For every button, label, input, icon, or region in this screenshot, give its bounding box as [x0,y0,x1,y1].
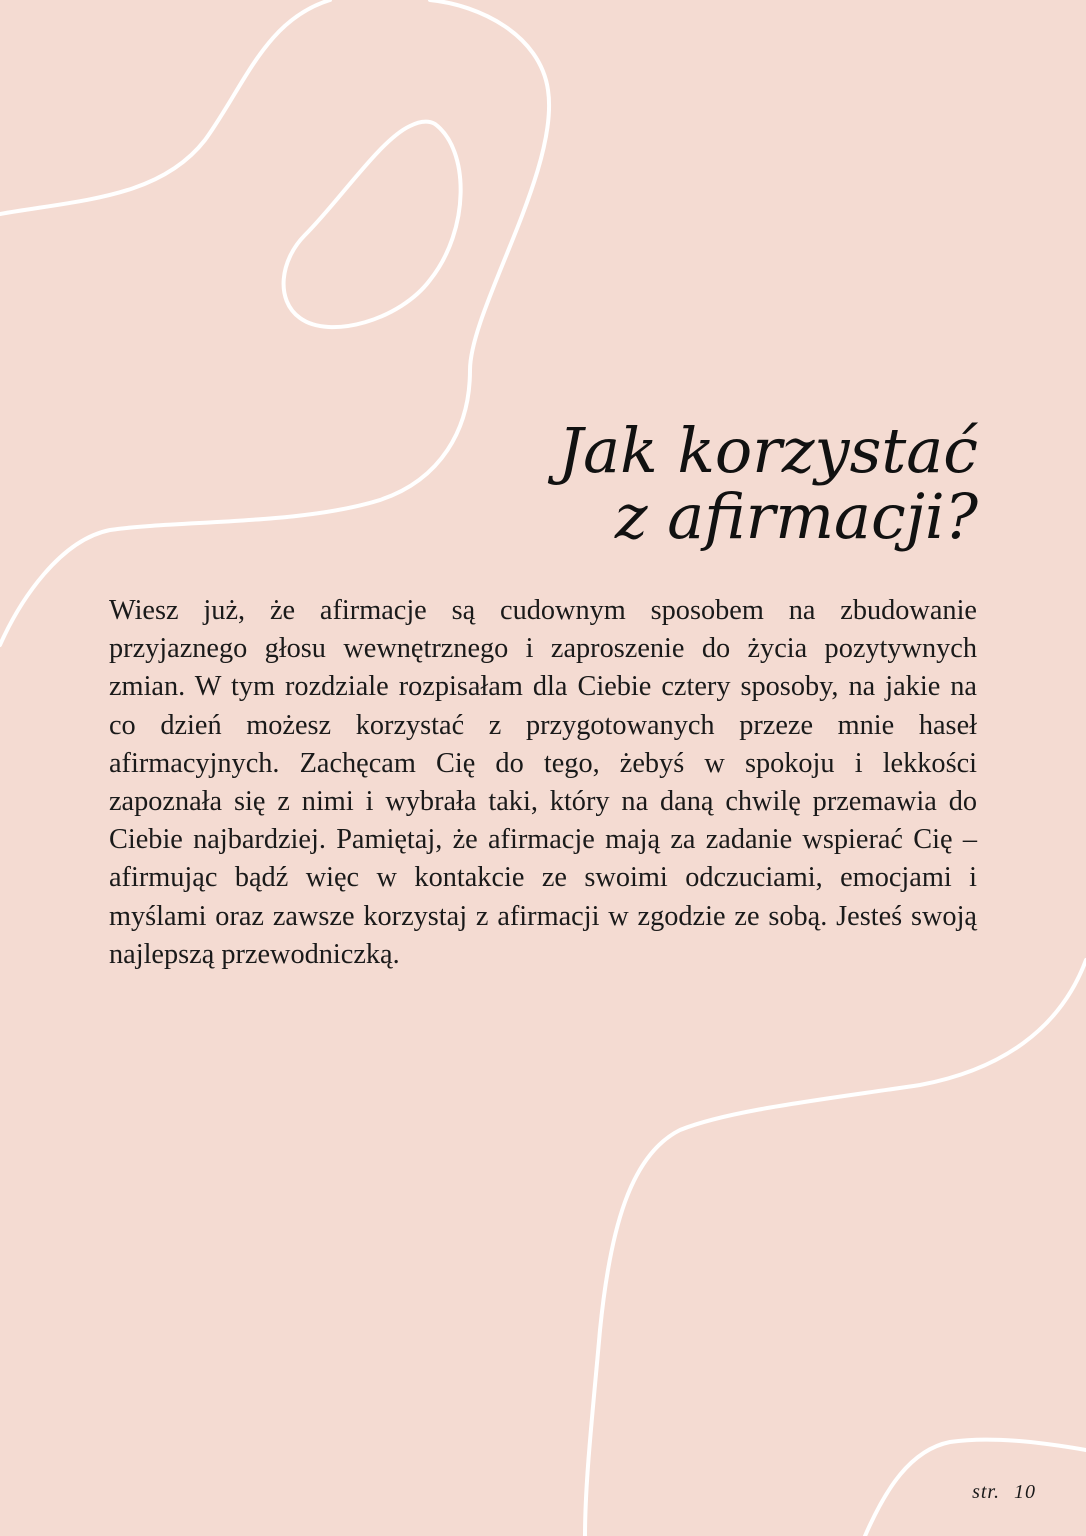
body-paragraph: Wiesz już, że afirmacje są cudownym sposobem na zbudowanie przyjaznego głosu wewnętrznego i zaproszenie do życia pozytywnych zmian. W tym rozdziale rozpisałam dla Ciebie cztery sposoby, na jakie na co dzień możesz korzystać z przygotowanych przeze mnie haseł afirmacyjnych. Zachęcam Cię do tego, żebyś w spokoju i lekkości zapoznała się z nimi i wybrała taki, który na daną chwilę przemawia do Ciebie najbardziej. Pamiętaj, że afirmacje mają za zadanie wspierać Cię – afirmując bądź więc w kontakcie ze swoimi odczuciami, emocjami i myślami oraz zawsze korzystaj z afirmacji w zgodzie ze sobą. Jesteś swoją najlepszą przewodniczką. [109,595,977,970]
page-number-value: 10 [1014,1481,1036,1503]
page-number-prefix: str. [972,1481,1000,1503]
page-number [972,1481,1036,1504]
title-line-1: Jak korzystać [558,414,978,487]
title-line-2: z afirmacji? [614,480,978,553]
decor-line-inner-loop [284,122,461,328]
decor-line-right [585,960,1086,1536]
page-title [358,414,978,553]
